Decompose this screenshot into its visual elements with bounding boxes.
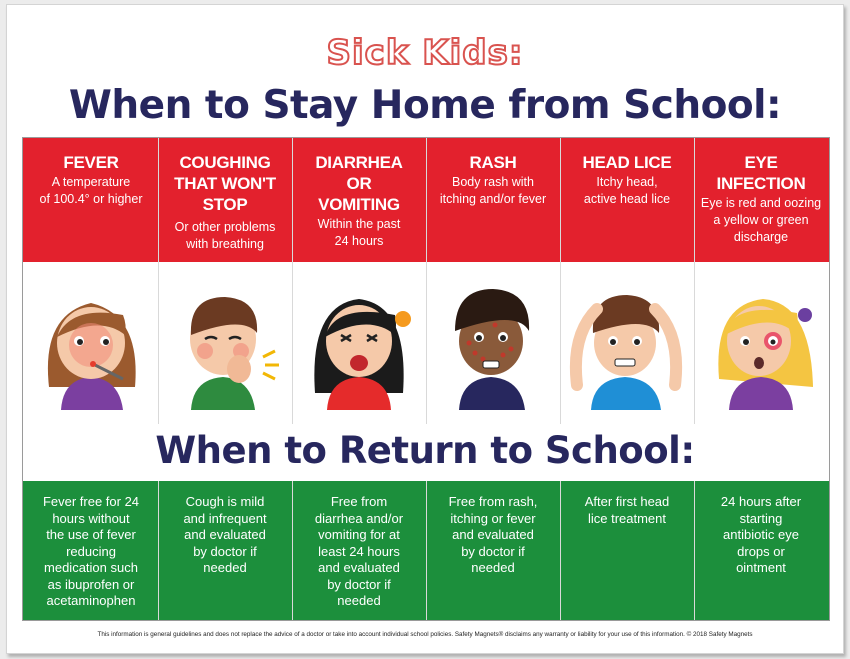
subtitle: Sick Kids: [326,33,524,73]
girl-with-thermometer-icon [24,275,158,415]
symptom-diarrhea-vomiting [292,152,426,250]
return-criteria-fever: Fever free for 24 hours without the use of fever reducing medication such as ibuprofen or acetaminophen [42,494,140,608]
symptom-head-lice [560,152,694,208]
girl-vomiting-icon [292,275,426,415]
symptom-heading: COUGHING THAT WON'T STOP [174,153,276,214]
symptom-eye-infection [694,152,828,246]
disclaimer: This information is general guidelines and does not replace the advice of a doctor or take into account individual school policies. Safety Magnets® disclaims any warranty or liability for your use of this information. © 2018 Safety Magnets [97,631,753,638]
return-criteria-coughing: Cough is mild and infrequent and evaluated by doctor if needed [183,494,267,575]
symptom-description: Itchy head, active head lice [583,175,671,206]
symptom-heading: HEAD LICE [582,153,672,172]
symptom-heading: RASH [469,153,517,172]
symptom-description: Within the past 24 hours [317,217,401,248]
symptom-description: Eye is red and oozing a yellow or green discharge [700,196,822,244]
symptom-description: Or other problems with breathing [174,220,276,251]
symptom-rash [426,152,560,208]
boy-with-rash-icon [426,275,560,415]
symptom-heading: FEVER [63,153,119,172]
return-criteria-head-lice: After first head lice treatment [584,494,670,526]
symptom-heading: DIARRHEA OR VOMITING [315,153,403,214]
symptom-heading: EYE INFECTION [716,153,806,193]
return-criteria-rash: Free from rash, itching or fever and evaluated by doctor if needed [448,494,538,575]
return-criteria-diarrhea-vomiting: Free from diarrhea and/or vomiting for at least 24 hours and evaluated by doctor if needed [314,494,404,608]
symptom-coughing [158,152,292,253]
poster [6,4,844,654]
return-criteria-eye-infection: 24 hours after starting antibiotic eye drops or ointment [720,494,802,575]
symptom-description: A temperature of 100.4° or higher [39,175,143,206]
girl-with-eye-infection-icon [694,275,828,415]
page-title: When to Stay Home from School: [68,83,782,128]
boy-coughing-icon [158,275,292,415]
symptom-fever [24,152,158,208]
return-title: When to Return to School: [155,429,695,472]
symptom-description: Body rash with itching and/or fever [439,175,547,206]
boy-scratching-head-icon [560,275,694,415]
